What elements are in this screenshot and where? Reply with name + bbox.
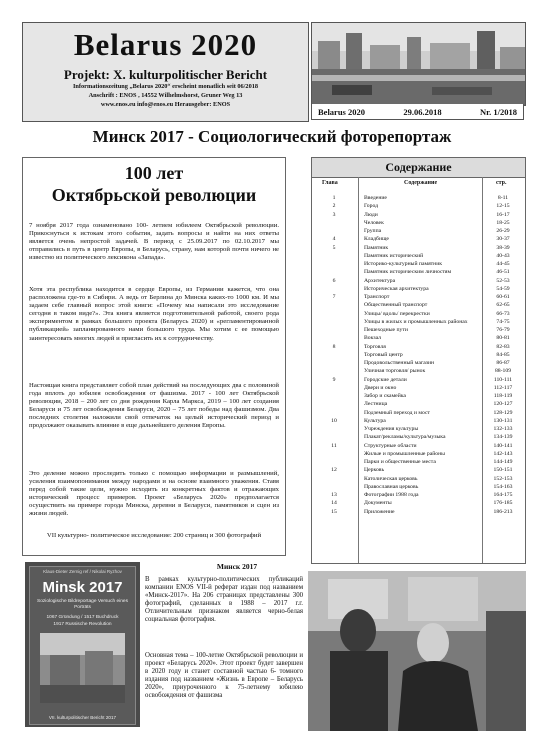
toc-row bbox=[312, 285, 525, 293]
toc-row-title: Историко-культурный памятник bbox=[364, 261, 443, 267]
toc-row-chapter: 1 bbox=[332, 195, 336, 201]
toc-column-headers bbox=[312, 177, 525, 191]
toc-row-title: Торговля bbox=[364, 343, 386, 350]
toc-row-title: Общественный транспорт bbox=[364, 302, 428, 309]
toc-row bbox=[312, 359, 525, 367]
toc-row-page: 112-117 bbox=[493, 384, 513, 391]
toc-row-page: 110-111 bbox=[493, 376, 513, 383]
toc-row-page: 176-185 bbox=[493, 500, 513, 507]
book-paragraph-1: В рамках культурно-политических публикаций компании ENOS VII-й реферат издан под названием «Минск-2017». На 206 страницах представлены 300 фотографий, сделанных в 1988 – 2017 г.г. Отличительным признаком является черно-белая социальная фотография. bbox=[145, 576, 303, 624]
toc-row-page: 142-143 bbox=[493, 450, 513, 457]
toc-row-page: 52-53 bbox=[496, 277, 510, 284]
toc-row-title: Структурные области bbox=[364, 442, 417, 449]
toc-row-title: Улицы/ вдоль/ перекрестки bbox=[364, 310, 430, 317]
toc-row bbox=[312, 202, 525, 210]
toc-row-title: Парки и общественные места bbox=[364, 459, 436, 465]
toc-row-page: 8-11 bbox=[497, 195, 509, 201]
toc-row-title: Забор и скамейка bbox=[364, 393, 406, 399]
article-box bbox=[22, 157, 286, 556]
toc-row-page: 154-163 bbox=[493, 483, 513, 490]
toc-row-chapter: 4 bbox=[332, 236, 336, 243]
toc-row bbox=[312, 277, 525, 285]
toc-row-title: Архитектура bbox=[364, 277, 396, 284]
toc-row bbox=[312, 384, 525, 392]
toc-row-title: Памятник bbox=[364, 244, 389, 251]
toc-row bbox=[312, 409, 525, 417]
toc-row bbox=[312, 194, 525, 202]
toc-row-title: Историческая архитектура bbox=[364, 285, 429, 292]
toc-row bbox=[312, 367, 525, 375]
toc-row bbox=[312, 211, 525, 219]
masthead-line-frequency: Informationszeitung „Belarus 2020“ erscheint monatlich seit 06/2018 bbox=[72, 83, 259, 90]
toc-rows bbox=[312, 194, 525, 516]
article-paragraph-2: Хотя эта республика находится в сердце Европы, из Германии кажется, что она расположена где-то в Сибири. А ведь от Берлина до Минска каких-то 1000 км. И мы задаем себе главный вопрос этой книги: «Почему мы написали это исследование сегодня в таком виде?». Эта книга является подготовительной работой, своего рода экспериментом в рамках большого проекта (Беларусь 2020) и «регламентированной публикацией» запланированного нами большого труда. Мы хотим с ее помощью заинтересовать многих людей и пригласить их к сотрудничеству. bbox=[29, 286, 279, 342]
toc-row bbox=[312, 508, 525, 516]
issue-bar bbox=[311, 104, 524, 120]
toc-row-page: 66-73 bbox=[496, 310, 510, 317]
toc-row-title: Учреждения культуры bbox=[364, 426, 419, 432]
toc-heading: Содержание bbox=[312, 158, 525, 178]
toc-row-page: 132-133 bbox=[493, 426, 513, 432]
toc-row-title: Приложение bbox=[364, 508, 395, 515]
toc-row-page: 16-17 bbox=[496, 211, 510, 218]
toc-row bbox=[312, 392, 525, 400]
article-paragraph-4: Это деление можно проследить только с помощью информации и размышлений, усиления взаимопонимания между народами и на основе взаимного уважения. Ставя перед собой такие цели, нужно исходить из конкретных фактов и отражающих исторический процесс примеров. Проект «Беларусь 2020» предполагается осуществить на примере города Минска, деревни в Беларуси, памятников и сцен из жизни людей. bbox=[29, 470, 279, 518]
toc-row-page: 40-43 bbox=[496, 252, 510, 259]
toc-row bbox=[312, 442, 525, 450]
book-paragraph-2: Основная тема – 100-летие Октябрьской революции и проект «Беларусь 2020». Этот проект будет завершен в 2020 году и станет составной частью 6- томного издания под названием «Жизнь в Европе – Беларусь 2020», приуроченного к 75-летнему юбилею освобождения от фашизма bbox=[145, 652, 303, 700]
toc-row-page: 44-45 bbox=[496, 261, 510, 267]
toc-row-page: 80-81 bbox=[496, 335, 510, 342]
toc-row bbox=[312, 260, 525, 268]
toc-row-title: Православная церковь bbox=[364, 483, 419, 490]
project-subtitle: Projekt: X. kulturpolitischer Bericht bbox=[63, 67, 268, 82]
toc-row-page: 86-87 bbox=[496, 360, 510, 366]
toc-row-title: Человек bbox=[364, 219, 384, 226]
toc-row-page: 18-25 bbox=[496, 219, 510, 226]
toc-row-chapter: 15 bbox=[331, 508, 337, 515]
toc-row-page: 130-131 bbox=[493, 417, 513, 424]
toc-row-title: Памятник историческим личностям bbox=[364, 269, 452, 276]
toc-row-title: Католическая церковь bbox=[364, 475, 418, 482]
book-cover-photo bbox=[40, 633, 125, 703]
toc-row-page: 88-109 bbox=[494, 368, 512, 375]
page-title: Минск 2017 - Социологический фоторепортаж bbox=[92, 127, 452, 146]
toc-row-page: 62-65 bbox=[496, 302, 510, 309]
toc-row-page: 120-127 bbox=[493, 401, 513, 408]
toc-row-title: Подземный переход и мост bbox=[364, 409, 430, 416]
toc-row-page: 60-61 bbox=[496, 294, 510, 300]
toc-row-title: Город bbox=[364, 203, 379, 210]
newspaper-title: Belarus 2020 bbox=[73, 27, 258, 62]
toc-row bbox=[312, 318, 525, 326]
book-subtitle: Soziologische Bildreportage Versuch eines Porträts bbox=[37, 599, 128, 610]
toc-row-chapter: 6 bbox=[332, 277, 336, 284]
toc-row-title: Люди bbox=[364, 211, 378, 218]
toc-row bbox=[312, 417, 525, 425]
toc-row bbox=[312, 499, 525, 507]
toc-row bbox=[312, 268, 525, 276]
book-cover-frame bbox=[29, 566, 136, 725]
toc-row-chapter: 5 bbox=[332, 244, 336, 251]
table-of-contents bbox=[311, 157, 526, 564]
toc-row-title: Культура bbox=[364, 417, 386, 424]
toc-row-title: Церковь bbox=[364, 467, 385, 474]
toc-row-page: 38-39 bbox=[496, 244, 510, 251]
toc-row-page: 74-75 bbox=[496, 318, 510, 325]
toc-row-title: Транспорт bbox=[364, 294, 390, 300]
toc-row-chapter: 13 bbox=[331, 492, 337, 498]
toc-row bbox=[312, 351, 525, 359]
article-heading bbox=[23, 162, 285, 206]
article-heading-line1: 100 лет bbox=[124, 163, 184, 183]
toc-row-page: 186-213 bbox=[493, 508, 513, 515]
toc-row bbox=[312, 293, 525, 301]
article-caption: VII культурно- политическое исследование: 200 страниц и 300 фотографий bbox=[46, 532, 262, 539]
toc-row-title: Кладбище bbox=[364, 236, 389, 243]
issue-name: Belarus 2020 bbox=[318, 106, 365, 117]
toc-row bbox=[312, 491, 525, 499]
toc-row-chapter: 9 bbox=[332, 376, 336, 383]
toc-row-page: 46-51 bbox=[496, 269, 510, 276]
toc-row bbox=[312, 425, 525, 433]
toc-row bbox=[312, 227, 525, 235]
masthead-line-address: Anschrift : ENOS , 14552 Wilhelmshorst, Gruner Weg 13 bbox=[88, 92, 243, 99]
toc-row bbox=[312, 343, 525, 351]
toc-row-title: Городские детали bbox=[364, 376, 407, 383]
toc-row-chapter: 2 bbox=[332, 203, 336, 210]
toc-row-title: Уличная торговля/ рынок bbox=[364, 368, 426, 375]
toc-row-page: 12-15 bbox=[496, 203, 510, 210]
toc-row bbox=[312, 310, 525, 318]
toc-row bbox=[312, 301, 525, 309]
book-authors: Klaus-Dieter Zernig ref / Nikolai Ryzhov bbox=[43, 569, 122, 574]
issue-date: 29.06.2018 bbox=[403, 106, 442, 117]
toc-row bbox=[312, 450, 525, 458]
toc-row bbox=[312, 483, 525, 491]
toc-row-page: 144-149 bbox=[493, 459, 513, 465]
masthead-line-contacts: www.enos.eu info@enos.eu Herausgeber: ENOS bbox=[100, 101, 231, 108]
toc-row-page: 76-79 bbox=[496, 327, 510, 333]
toc-row-page: 164-175 bbox=[493, 492, 513, 498]
toc-row bbox=[312, 466, 525, 474]
toc-row bbox=[312, 235, 525, 243]
article-paragraph-3: Настоящая книга представляет собой план действий на последующих два с половиной года вплоть до юбилея освобождения от фашизма. 2017 - 100 лет Октябрьской революции, 2018 – 200 лет со дня рождения Карла Маркса, 2019 – 100 лет создания Беларуси и 75 лет освобождения Беларуси, 2020 – 75 лет победы над фашизмом. Два последних столетия наложили свой отпечаток на целый исторический период и продолжают оказывать влияние в еще дальнейшего деления Европы. bbox=[29, 382, 279, 430]
toc-col-chapter: Глава bbox=[322, 180, 338, 186]
toc-row-page: 118-119 bbox=[493, 393, 513, 399]
toc-row bbox=[312, 219, 525, 227]
toc-row-chapter: 7 bbox=[332, 294, 336, 300]
toc-row-page: 134-139 bbox=[493, 434, 513, 441]
toc-row-chapter: 3 bbox=[332, 211, 336, 218]
toc-row-title: Жилые и промышленные районы bbox=[364, 450, 445, 457]
toc-row-title: Улицы в жилых и промышленных районах bbox=[364, 318, 468, 325]
toc-row-title: Торговый центр bbox=[364, 351, 403, 358]
toc-row-page: 128-129 bbox=[493, 409, 513, 416]
toc-row bbox=[312, 244, 525, 252]
toc-row-chapter: 11 bbox=[331, 442, 337, 449]
toc-row-title: Пешеходные пути bbox=[364, 327, 408, 333]
toc-row bbox=[312, 376, 525, 384]
toc-row-title: Фотографии 1988 года bbox=[364, 492, 419, 498]
toc-row bbox=[312, 334, 525, 342]
toc-row bbox=[312, 458, 525, 466]
toc-row-title: Продовольственный магазин bbox=[364, 360, 435, 366]
book-footer: VII. kulturpolitischer Bericht 2017 bbox=[48, 715, 117, 720]
toc-row-title: Плакат/рекламы/культура/музыка bbox=[364, 434, 446, 441]
toc-row bbox=[312, 252, 525, 260]
book-cover bbox=[25, 562, 140, 727]
toc-row-page: 30-37 bbox=[496, 236, 510, 243]
book-line-2: 1917 Russische Revolution bbox=[53, 622, 112, 627]
bus-photo bbox=[308, 571, 526, 731]
toc-row-title: Документы bbox=[364, 500, 392, 507]
issue-number: Nr. 1/2018 bbox=[480, 106, 517, 117]
toc-row-chapter: 8 bbox=[332, 343, 336, 350]
toc-col-page: стр. bbox=[496, 180, 507, 186]
toc-row-title: Вокзал bbox=[364, 335, 381, 342]
book-heading: Минск 2017 bbox=[216, 562, 258, 571]
toc-row-chapter: 10 bbox=[331, 417, 337, 424]
toc-row-page: 82-83 bbox=[496, 343, 510, 350]
article-paragraph-1: 7 ноября 2017 года ознаменовано 100- летием юбилеем Октябрьской революции. Прикоснуться к истокам этого события, задать вопросы и найти на них ответы является очень непростой задачей. В период с 25.09.2017 по 02.10.2017 мы отправились в путь в центр Европы, в Беларусь, страну, нам которой почти ничего не известно из политического лексикона «Запада». bbox=[29, 222, 279, 262]
toc-row-title: Двери и окно bbox=[364, 384, 397, 391]
toc-row-title: Введение bbox=[364, 195, 387, 201]
toc-row-title: Группа bbox=[364, 228, 382, 234]
toc-row bbox=[312, 433, 525, 441]
toc-row-page: 150-151 bbox=[493, 467, 513, 474]
city-photo bbox=[311, 22, 526, 106]
toc-row-page: 140-141 bbox=[493, 442, 513, 449]
toc-row-page: 54-59 bbox=[496, 285, 510, 292]
toc-row-page: 26-29 bbox=[496, 228, 510, 234]
toc-row-title: Лестница bbox=[364, 401, 388, 408]
toc-row-title: Памятник исторический bbox=[364, 252, 424, 259]
toc-row bbox=[312, 326, 525, 334]
article-heading-line2: Октябрьской революции bbox=[51, 185, 257, 205]
toc-row-chapter: 12 bbox=[331, 467, 337, 474]
book-title: Minsk 2017 bbox=[42, 579, 123, 596]
toc-row bbox=[312, 475, 525, 483]
book-line-1: 1067 Gründung / 1517 Buchdruck bbox=[46, 615, 119, 620]
toc-col-content: Содержание bbox=[404, 180, 438, 186]
masthead bbox=[22, 22, 309, 122]
toc-row-chapter: 14 bbox=[331, 500, 337, 507]
toc-row-page: 152-153 bbox=[493, 475, 513, 482]
toc-row bbox=[312, 400, 525, 408]
toc-row-page: 84-85 bbox=[496, 351, 510, 358]
